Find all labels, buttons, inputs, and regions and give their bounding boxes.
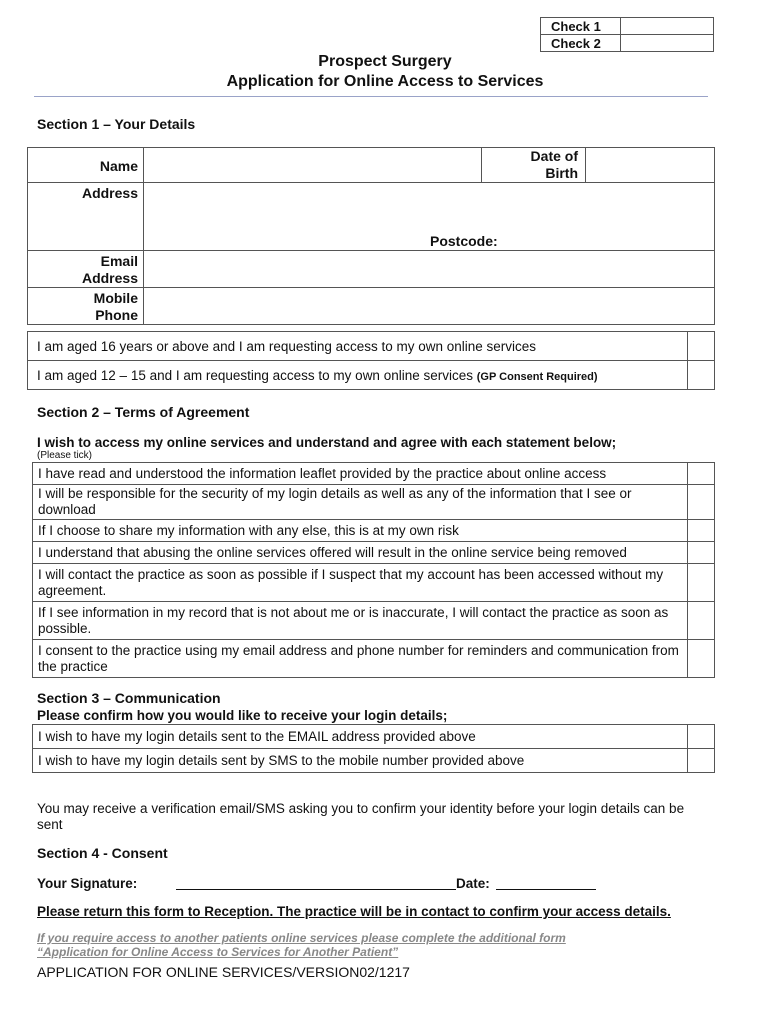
age-option-12-15-checkbox[interactable]	[688, 361, 715, 390]
signature-line[interactable]	[176, 874, 456, 890]
communication-table	[32, 724, 715, 773]
check-2-box[interactable]	[621, 35, 714, 52]
comm-checkbox-email[interactable]	[688, 725, 715, 749]
dob-label-line1: Date of	[530, 148, 578, 164]
name-label: Name	[28, 148, 144, 183]
address-label: Address	[28, 183, 144, 251]
comm-option-email: I wish to have my login details sent to the EMAIL address provided above	[33, 725, 688, 749]
term-checkbox-3[interactable]	[688, 520, 715, 542]
mobile-label-line1: Mobile	[93, 290, 138, 306]
term-row	[33, 463, 715, 485]
another-patient-note-1: If you require access to another patients online services please complete the additional form	[37, 931, 566, 945]
term-statement-5: I will contact the practice as soon as possible if I suspect that my account has been accessed without my agreement.	[33, 564, 688, 602]
check-1-box[interactable]	[621, 18, 714, 35]
term-statement-1: I have read and understood the information leaflet provided by the practice about online access	[33, 463, 688, 485]
term-row	[33, 542, 715, 564]
check-1-label: Check 1	[541, 18, 621, 35]
email-field[interactable]	[144, 251, 715, 288]
dob-label	[482, 148, 586, 183]
email-label-line1: Email	[100, 253, 138, 269]
section-2-intro: I wish to access my online services and understand and agree with each statement below;	[37, 435, 617, 450]
age-options-table	[27, 331, 715, 390]
date-label: Date:	[456, 876, 490, 891]
dob-label-line2: Birth	[545, 165, 578, 181]
office-check-table	[540, 17, 714, 52]
section-2-heading: Section 2 – Terms of Agreement	[37, 404, 250, 420]
term-checkbox-2[interactable]	[688, 485, 715, 520]
terms-table	[32, 462, 715, 678]
term-checkbox-7[interactable]	[688, 640, 715, 678]
form-title: Application for Online Access to Services	[226, 73, 544, 90]
version-footer: APPLICATION FOR ONLINE SERVICES/VERSION02/1217	[37, 964, 410, 980]
term-checkbox-1[interactable]	[688, 463, 715, 485]
section-4-heading: Section 4 - Consent	[37, 845, 168, 861]
section-3-heading: Section 3 – Communication	[37, 690, 221, 706]
term-row	[33, 485, 715, 520]
age-option-row	[28, 361, 715, 390]
another-patient-note-2: “Application for Online Access to Services for Another Patient”	[37, 945, 399, 959]
comm-row	[33, 725, 715, 749]
age-option-12-15-text: I am aged 12 – 15 and I am requesting access to my own online services	[37, 367, 477, 383]
dob-field[interactable]	[586, 148, 715, 183]
return-note: Please return this form to Reception. The practice will be in contact to confirm your access details.	[37, 904, 671, 919]
check-2-label: Check 2	[541, 35, 621, 52]
date-line[interactable]	[496, 874, 596, 890]
term-row	[33, 640, 715, 678]
email-label	[28, 251, 144, 288]
comm-checkbox-sms[interactable]	[688, 749, 715, 773]
postcode-label: Postcode:	[430, 233, 498, 249]
term-statement-7: I consent to the practice using my email address and phone number for reminders and communication from the practice	[33, 640, 688, 678]
address-field[interactable]	[144, 183, 715, 251]
name-field[interactable]	[144, 148, 482, 183]
age-option-12-15-label	[28, 361, 688, 390]
mobile-label-line2: Phone	[95, 307, 138, 323]
term-checkbox-4[interactable]	[688, 542, 715, 564]
term-statement-3: If I choose to share my information with any else, this is at my own risk	[33, 520, 688, 542]
gp-consent-note: (GP Consent Required)	[476, 370, 598, 383]
term-statement-6: If I see information in my record that is not about me or is inaccurate, I will contact the practice as soon as possible.	[33, 602, 688, 640]
term-row	[33, 564, 715, 602]
signature-label: Your Signature:	[37, 876, 138, 891]
verification-note: You may receive a verification email/SMS asking you to confirm your identity before your login details can be sent	[37, 801, 685, 832]
email-label-line2: Address	[81, 270, 138, 286]
section-3-intro: Please confirm how you would like to receive your login details;	[37, 708, 448, 723]
section-1-heading: Section 1 – Your Details	[37, 116, 196, 132]
term-row	[33, 602, 715, 640]
term-checkbox-6[interactable]	[688, 602, 715, 640]
details-table	[27, 147, 715, 325]
mobile-label	[28, 288, 144, 325]
age-option-row	[28, 332, 715, 361]
term-checkbox-5[interactable]	[688, 564, 715, 602]
comm-row	[33, 749, 715, 773]
term-statement-2: I will be responsible for the security of my login details as well as any of the information that I see or download	[33, 485, 688, 520]
term-row	[33, 520, 715, 542]
age-option-16-label: I am aged 16 years or above and I am requesting access to my own online services	[28, 332, 688, 361]
term-statement-4: I understand that abusing the online services offered will result in the online service being removed	[33, 542, 688, 564]
tick-note: (Please tick)	[37, 450, 93, 461]
comm-option-sms: I wish to have my login details sent by SMS to the mobile number provided above	[33, 749, 688, 773]
practice-name: Prospect Surgery	[318, 53, 452, 70]
age-option-16-checkbox[interactable]	[688, 332, 715, 361]
title-divider	[34, 96, 708, 97]
mobile-field[interactable]	[144, 288, 715, 325]
